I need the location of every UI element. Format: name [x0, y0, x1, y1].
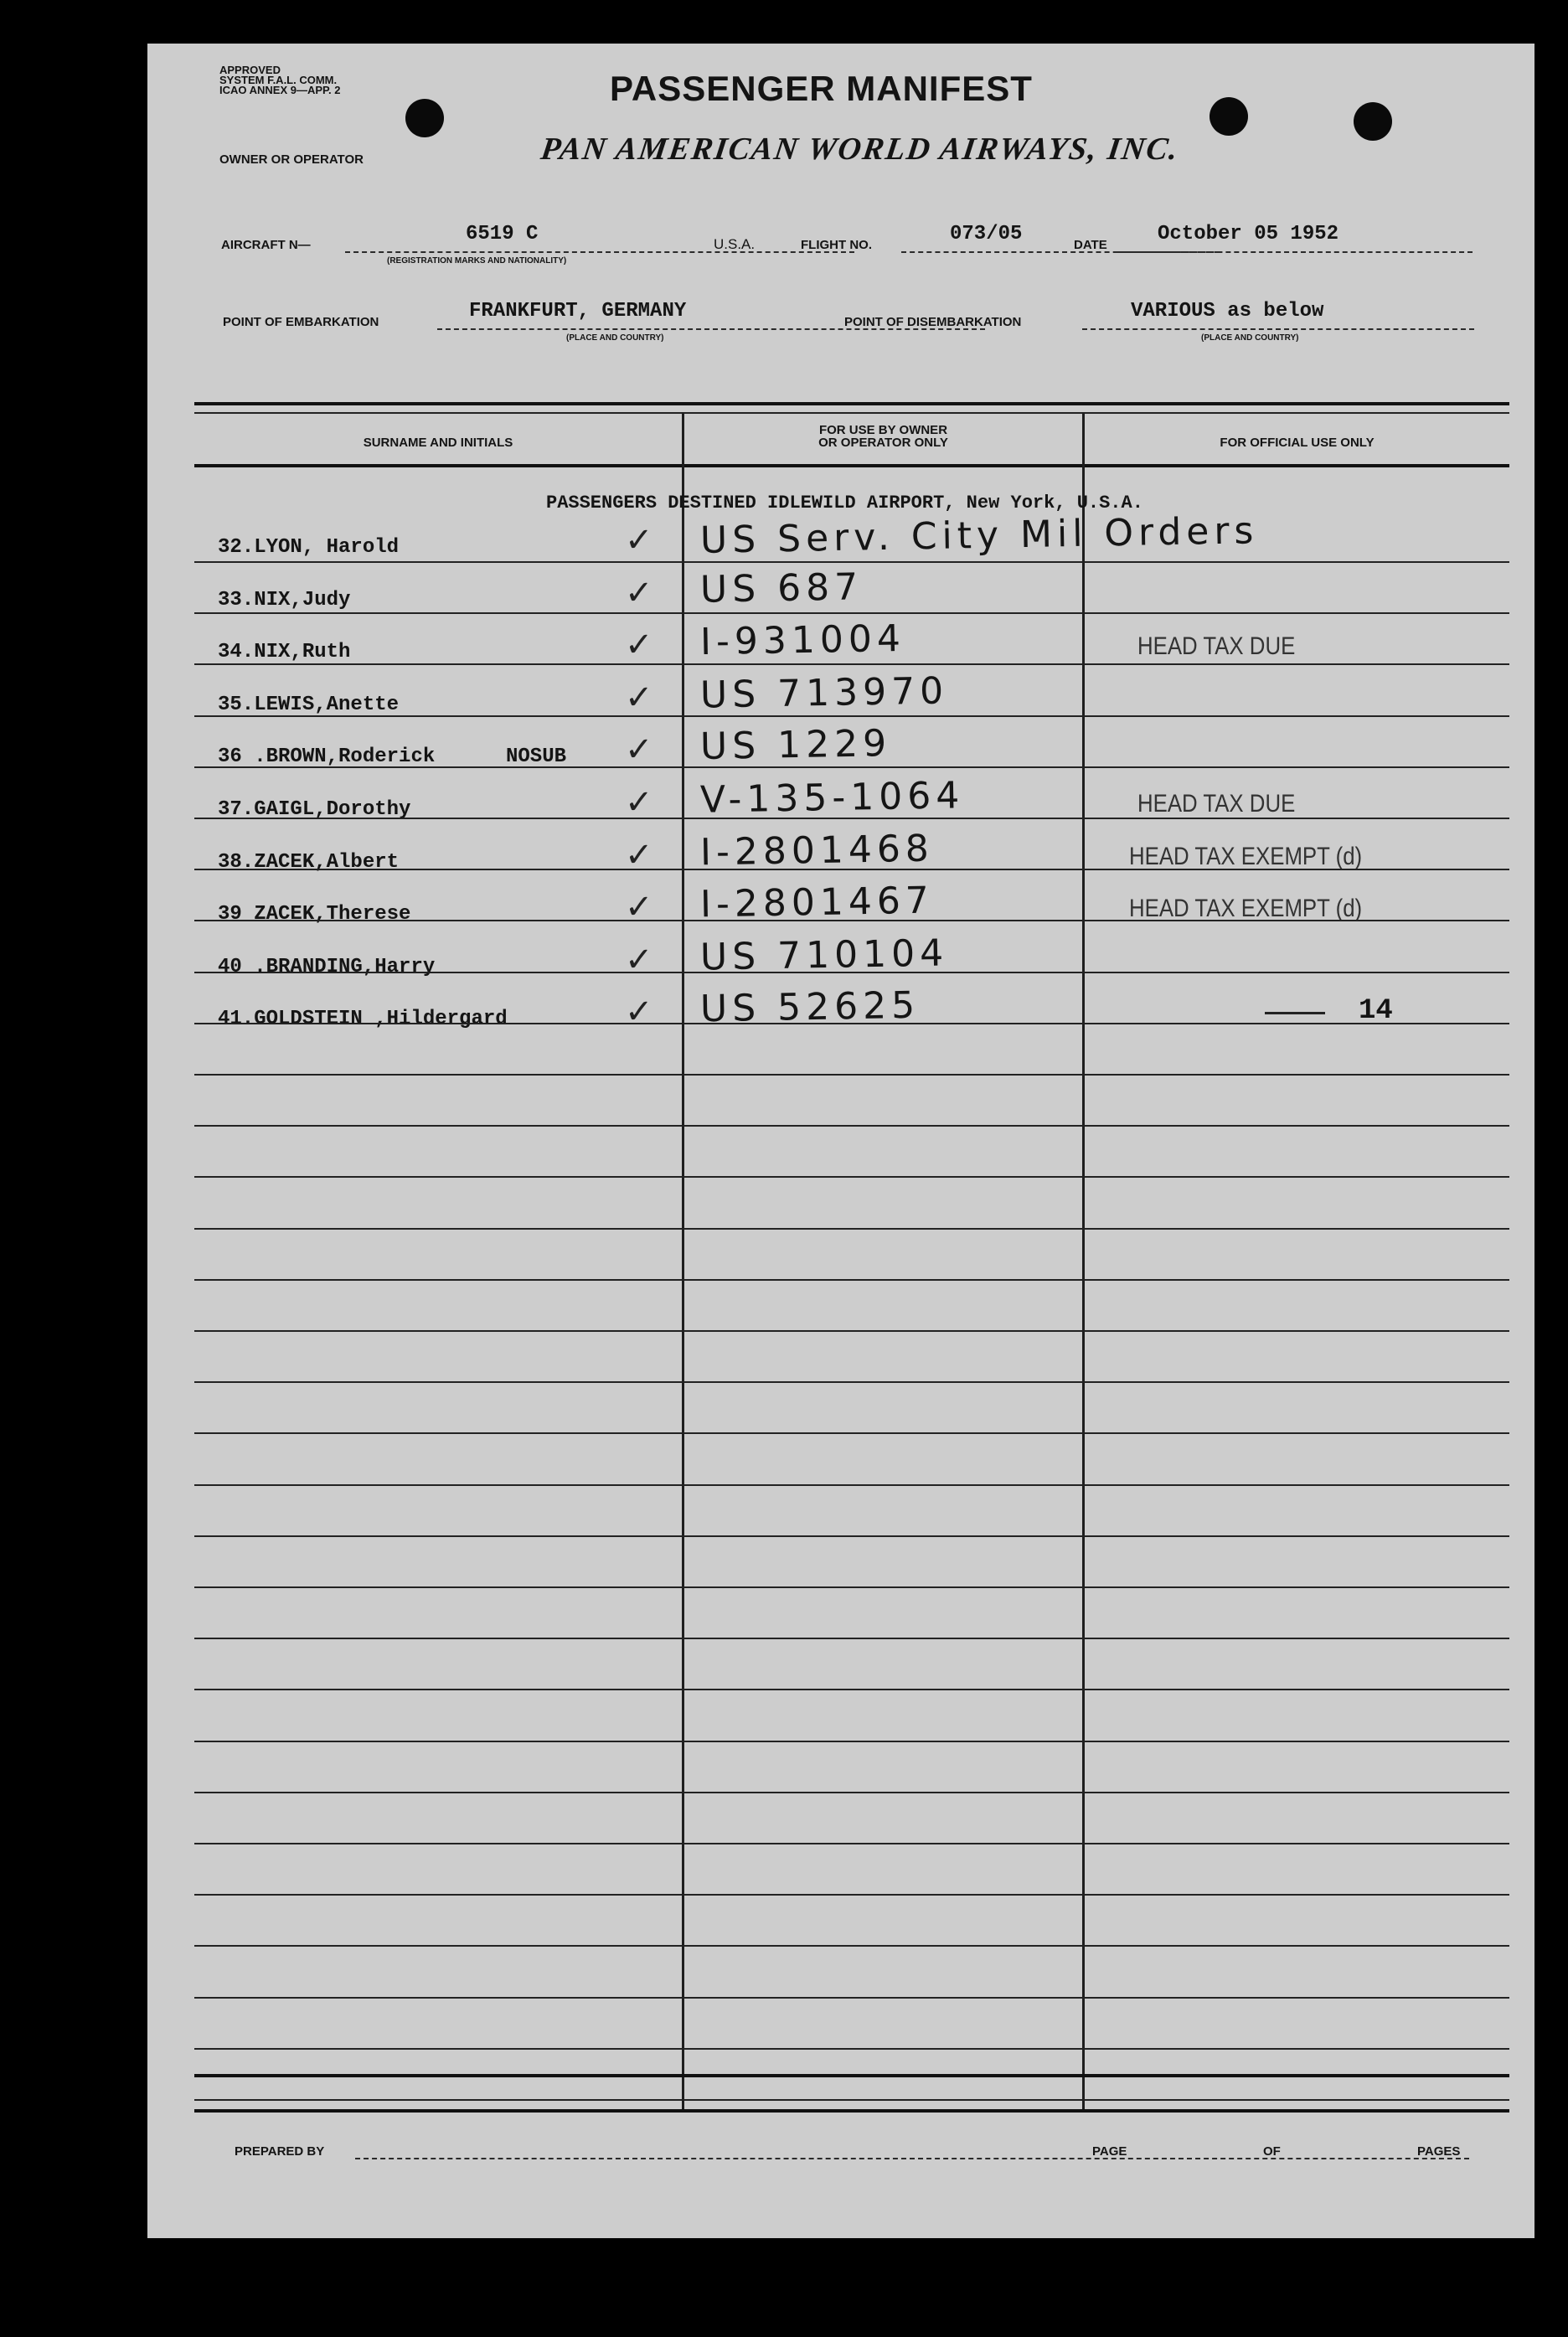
check-mark-icon: ✓ — [625, 940, 653, 979]
check-mark-icon: ✓ — [625, 573, 653, 612]
of-label: OF — [1263, 2144, 1281, 2159]
passenger-name: 36 .BROWN,Roderick — [218, 745, 436, 769]
divider — [194, 402, 1509, 405]
destination-line: PASSENGERS DESTINED IDLEWILD AIRPORT, New York, U.S.A. — [546, 493, 1143, 513]
passenger-name: 33.NIX,Judy — [218, 588, 351, 611]
check-mark-icon: ✓ — [625, 678, 653, 717]
embarkation-place: FRANKFURT, GERMANY — [469, 300, 687, 322]
official-stamp: HEAD TAX DUE — [1137, 632, 1296, 661]
check-mark-icon: ✓ — [625, 835, 653, 874]
passenger-document: I-2801467 — [699, 879, 935, 926]
ruled-line — [194, 972, 1509, 973]
ruled-line — [194, 1843, 1509, 1844]
page-label: PAGE — [1092, 2144, 1127, 2159]
punch-hole — [1210, 97, 1248, 136]
approval-note: APPROVED SYSTEM F.A.L. COMM. ICAO ANNEX 9—APP. 2 — [219, 64, 341, 96]
disembarkation-place: VARIOUS as below — [1131, 300, 1324, 322]
official-stamp: HEAD TAX EXEMPT (d) — [1129, 895, 1363, 923]
disembarkation-note: (PLACE AND COUNTRY) — [1201, 333, 1299, 343]
embarkation-note: (PLACE AND COUNTRY) — [566, 333, 664, 343]
ruled-line — [194, 2099, 1509, 2101]
ruled-line — [194, 1279, 1509, 1281]
ruled-line — [194, 1894, 1509, 1896]
disembarkation-label: POINT OF DISEMBARKATION — [844, 315, 1022, 329]
check-mark-icon: ✓ — [625, 888, 653, 927]
aircraft-number: 6519 C — [466, 223, 539, 245]
divider — [194, 2109, 1509, 2113]
ruled-line — [194, 1792, 1509, 1793]
ruled-line — [194, 920, 1509, 921]
aircraft-label: AIRCRAFT N— — [221, 238, 311, 252]
passenger-name: 38.ZACEK,Albert — [218, 850, 400, 874]
passenger-document: US 713970 — [699, 669, 949, 717]
ruled-line — [194, 1638, 1509, 1639]
ruled-line — [194, 1997, 1509, 1999]
total-dash — [1265, 1012, 1325, 1014]
passenger-name: 40 .BRANDING,Harry — [218, 955, 436, 978]
official-stamp: HEAD TAX EXEMPT (d) — [1129, 842, 1363, 870]
divider — [194, 464, 1509, 467]
manifest-sheet — [147, 44, 1534, 2238]
passenger-name: 37.GAIGL,Dorothy — [218, 798, 411, 821]
passenger-document: US Serv. City Mil Orders — [699, 509, 1259, 562]
passenger-document: US 687 — [699, 565, 864, 611]
check-mark-icon: ✓ — [625, 993, 653, 1032]
passenger-document: I-931004 — [699, 617, 906, 664]
flight-date: October 05 1952 — [1158, 223, 1339, 245]
passenger-document: I-2801468 — [699, 827, 935, 874]
column-divider — [1082, 412, 1085, 2109]
check-mark-icon: ✓ — [625, 783, 653, 822]
ruled-line — [194, 1228, 1509, 1230]
ruled-line — [194, 1381, 1509, 1383]
ruled-line — [194, 1945, 1509, 1947]
company-name: PAN AMERICAN WORLD AIRWAYS, INC. — [539, 132, 1182, 167]
ruled-line — [194, 1586, 1509, 1588]
official-use-column-header: FOR OFFICIAL USE ONLY — [1220, 436, 1375, 450]
owner-use-column-header: FOR USE BY OWNER OR OPERATOR ONLY — [818, 423, 948, 450]
passenger-name: 41.GOLDSTEIN ,Hildergard — [218, 1008, 508, 1031]
official-stamp: HEAD TAX DUE — [1137, 790, 1296, 818]
prepared-by-label: PREPARED BY — [235, 2144, 325, 2159]
flight-number-label: FLIGHT NO. — [801, 238, 872, 252]
page-title: PASSENGER MANIFEST — [610, 69, 1033, 108]
ruled-line — [194, 1741, 1509, 1742]
ruled-line — [194, 1074, 1509, 1076]
ruled-line — [194, 1176, 1509, 1178]
ruled-line — [194, 766, 1509, 768]
passenger-name: 34.NIX,Ruth — [218, 641, 351, 664]
passenger-document: US 710104 — [699, 931, 949, 979]
passenger-name: 35.LEWIS,Anette — [218, 693, 400, 716]
punch-hole — [1354, 102, 1392, 141]
ruled-line — [194, 715, 1509, 717]
ruled-line — [194, 1330, 1509, 1332]
passenger-document: V-135-1064 — [699, 774, 965, 822]
divider — [194, 2074, 1509, 2077]
check-mark-icon: ✓ — [625, 730, 653, 770]
pages-label: PAGES — [1417, 2144, 1461, 2159]
date-label: DATE — [1074, 238, 1107, 252]
ruled-line — [194, 1535, 1509, 1537]
passenger-total: 14 — [1359, 995, 1393, 1027]
ruled-line — [194, 1125, 1509, 1127]
ruled-line — [194, 1023, 1509, 1024]
embarkation-label: POINT OF EMBARKATION — [223, 315, 379, 329]
ruled-line — [194, 612, 1509, 614]
passenger-note: NOSUB — [506, 745, 567, 769]
ruled-line — [194, 1432, 1509, 1434]
ruled-line — [194, 663, 1509, 665]
passenger-document: US 1229 — [699, 722, 892, 769]
registration-note: (REGISTRATION MARKS AND NATIONALITY) — [387, 256, 567, 266]
punch-hole — [405, 99, 444, 137]
check-mark-icon: ✓ — [625, 626, 653, 665]
country-label: U.S.A. — [714, 236, 756, 252]
passenger-name: 39 ZACEK,Therese — [218, 903, 411, 926]
ruled-line — [194, 2048, 1509, 2050]
ruled-line — [194, 561, 1509, 563]
passenger-document: US 52625 — [699, 984, 921, 1031]
flight-number: 073/05 — [950, 223, 1023, 245]
ruled-line — [194, 1484, 1509, 1486]
check-mark-icon: ✓ — [625, 521, 653, 560]
owner-operator-label: OWNER OR OPERATOR — [219, 152, 364, 167]
passenger-name: 32.LYON, Harold — [218, 536, 400, 559]
ruled-line — [194, 818, 1509, 819]
divider — [194, 412, 1509, 414]
column-divider — [682, 412, 684, 2109]
surname-column-header: SURNAME AND INITIALS — [363, 436, 513, 450]
ruled-line — [194, 869, 1509, 870]
ruled-line — [194, 1689, 1509, 1690]
